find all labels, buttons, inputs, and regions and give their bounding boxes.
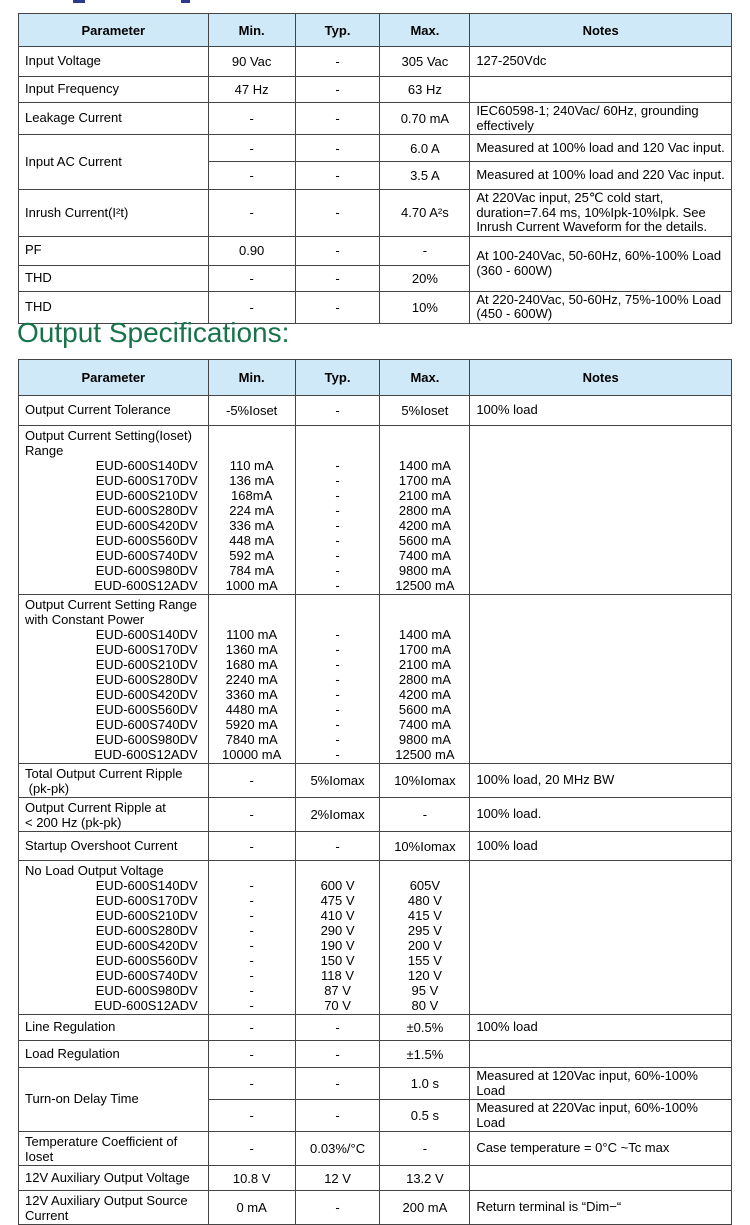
column-header-param: Parameter xyxy=(19,14,209,47)
max-cell: - xyxy=(380,236,470,265)
table-cell-line xyxy=(215,597,289,612)
section-heading: Output Specifications: xyxy=(17,317,290,348)
table-cell-line: 110 mA xyxy=(229,458,274,473)
table-cell-line xyxy=(386,597,463,612)
param-cell xyxy=(19,1132,209,1166)
typ-cell: - xyxy=(295,103,380,135)
typ-cell: 0.03%/°C xyxy=(295,1132,380,1166)
table-cell-line xyxy=(215,443,289,458)
table-cell-line xyxy=(386,612,463,627)
table-cell-line: 9800 mA xyxy=(398,563,451,578)
table-cell-line: - xyxy=(335,672,340,687)
min-cell xyxy=(208,426,295,595)
table-row xyxy=(19,1068,732,1100)
table-cell-line: EUD-600S280DV xyxy=(95,923,198,938)
table-cell-line: 2800 mA xyxy=(398,672,451,687)
clipped-text-fragment xyxy=(73,0,85,3)
table-cell-line: 155 V xyxy=(407,953,442,968)
table-cell-line xyxy=(386,428,463,443)
table-cell-line: EUD-600S560DV xyxy=(95,533,198,548)
table-cell-line: - xyxy=(249,923,254,938)
table-row xyxy=(19,595,732,764)
table-cell-line: 5920 mA xyxy=(225,717,278,732)
table-cell-line: 1680 mA xyxy=(225,657,278,672)
table-cell-line: 415 V xyxy=(407,908,442,923)
typ-cell: - xyxy=(295,265,380,291)
table-cell-line: Output Current Setting Range xyxy=(25,597,197,612)
min-cell: -5%Ioset xyxy=(208,396,295,426)
column-header-notes: Notes xyxy=(470,14,732,47)
typ-cell: 12 V xyxy=(295,1166,380,1191)
typ-cell: - xyxy=(295,236,380,265)
table-cell-line: - xyxy=(249,953,254,968)
notes-cell xyxy=(470,595,732,764)
param-cell: Leakage Current xyxy=(19,103,209,135)
table-cell-line: EUD-600S210DV xyxy=(95,488,198,503)
table-cell-line: - xyxy=(335,642,340,657)
table-row xyxy=(19,832,732,861)
table-cell-line: - xyxy=(249,893,254,908)
table-cell-line: - xyxy=(335,458,340,473)
typ-cell: - xyxy=(295,77,380,103)
min-cell: - xyxy=(208,1132,295,1166)
min-cell: - xyxy=(208,1100,295,1132)
table-cell-line: - xyxy=(335,548,340,563)
table-row xyxy=(19,47,732,77)
table-cell-line: 200 V xyxy=(407,938,442,953)
table-cell-line xyxy=(302,597,374,612)
table-cell-line: EUD-600S420DV xyxy=(95,938,198,953)
table-cell-line: 2240 mA xyxy=(225,672,278,687)
table-cell-line: - xyxy=(335,657,340,672)
max-cell: 10%Iomax xyxy=(380,764,470,798)
table-cell-line: EUD-600S210DV xyxy=(95,657,198,672)
param-cell xyxy=(19,595,209,764)
table-cell-line: 80 V xyxy=(411,998,439,1013)
table-cell-line: 1000 mA xyxy=(225,578,278,593)
typ-cell xyxy=(295,595,380,764)
table-cell-line: - xyxy=(335,488,340,503)
table-cell-line: with Constant Power xyxy=(25,612,145,627)
param-cell xyxy=(19,798,209,832)
param-cell: Turn-on Delay Time xyxy=(19,1068,209,1132)
max-cell: - xyxy=(380,1132,470,1166)
table-cell-line: EUD-600S140DV xyxy=(95,878,198,893)
min-cell: - xyxy=(208,798,295,832)
max-cell: 63 Hz xyxy=(380,77,470,103)
max-cell: 20% xyxy=(380,265,470,291)
typ-cell: - xyxy=(295,1041,380,1068)
table-cell-line: 7400 mA xyxy=(398,717,451,732)
table-cell-line: 4200 mA xyxy=(398,518,451,533)
table-cell-line xyxy=(215,612,289,627)
table-cell-line: EUD-600S140DV xyxy=(95,627,198,642)
table-cell-line: 410 V xyxy=(320,908,355,923)
notes-cell: Case temperature = 0°C ~Tc max xyxy=(470,1132,732,1166)
notes-cell: 100% load xyxy=(470,1015,732,1041)
table-cell-line: - xyxy=(335,518,340,533)
table-cell-line: 4480 mA xyxy=(225,702,278,717)
typ-cell: - xyxy=(295,47,380,77)
table-cell-line: - xyxy=(335,503,340,518)
table-row xyxy=(19,1132,732,1166)
notes-cell: Measured at 220Vac input, 60%-100% Load xyxy=(470,1100,732,1132)
notes-cell: Measured at 100% load and 120 Vac input. xyxy=(470,135,732,162)
min-cell xyxy=(208,861,295,1015)
table-cell-line: EUD-600S740DV xyxy=(95,548,198,563)
table-row xyxy=(19,1041,732,1068)
table-cell-line: EUD-600S980DV xyxy=(95,983,198,998)
notes-cell xyxy=(470,426,732,595)
table-cell-line: EUD-600S420DV xyxy=(95,518,198,533)
table-cell-line: 5600 mA xyxy=(398,702,451,717)
table-cell-line: 4200 mA xyxy=(398,687,451,702)
table-row xyxy=(19,764,732,798)
table-cell-line: 12500 mA xyxy=(395,747,455,762)
max-cell xyxy=(380,861,470,1015)
table-cell-line: - xyxy=(249,908,254,923)
table-cell-line: 7840 mA xyxy=(225,732,278,747)
table-cell-line: - xyxy=(335,717,340,732)
max-cell xyxy=(380,426,470,595)
param-cell: THD xyxy=(19,265,209,291)
table-cell-line: 190 V xyxy=(320,938,355,953)
max-cell: 10%Iomax xyxy=(380,832,470,861)
param-cell: Input AC Current xyxy=(19,135,209,190)
table-cell-line: - xyxy=(335,533,340,548)
param-cell: 12V Auxiliary Output Voltage xyxy=(19,1166,209,1191)
table-row xyxy=(19,77,732,103)
notes-cell: 100% load. xyxy=(470,798,732,832)
min-cell: 47 Hz xyxy=(208,77,295,103)
table-cell-line: 2100 mA xyxy=(398,488,451,503)
max-cell: 10% xyxy=(380,291,470,323)
notes-cell: 127-250Vdc xyxy=(470,47,732,77)
min-cell: - xyxy=(208,103,295,135)
table-cell-line: 168mA xyxy=(231,488,273,503)
table-cell-line: 2800 mA xyxy=(398,503,451,518)
table-cell-line: 1700 mA xyxy=(398,473,451,488)
table-cell-line: 1100 mA xyxy=(226,627,278,642)
min-cell: - xyxy=(208,1015,295,1041)
table-cell-line: - xyxy=(335,473,340,488)
output-specifications-table xyxy=(18,359,732,1225)
min-cell: 10.8 V xyxy=(208,1166,295,1191)
table-cell-line: EUD-600S170DV xyxy=(95,473,198,488)
table-cell-line: 1400 mA xyxy=(398,458,451,473)
notes-cell: At 220-240Vac, 50-60Hz, 75%-100% Load (450 - 600W) xyxy=(470,291,732,323)
table-cell-line: 12500 mA xyxy=(395,578,455,593)
notes-cell: At 220Vac input, 25℃ cold start, duration=7.64 ms, 10%Ipk-10%Ipk. See Inrush Current Waveform for the details. xyxy=(470,190,732,237)
table-cell-line: 150 V xyxy=(320,953,355,968)
param-cell: Input Frequency xyxy=(19,77,209,103)
table-cell-line xyxy=(215,428,289,443)
typ-cell: 5%Iomax xyxy=(295,764,380,798)
table-cell-line: - xyxy=(335,747,340,762)
table-row xyxy=(19,236,732,265)
typ-cell: - xyxy=(295,190,380,237)
notes-cell: Return terminal is “Dim−“ xyxy=(470,1191,732,1225)
min-cell: - xyxy=(208,190,295,237)
min-cell: 0 mA xyxy=(208,1191,295,1225)
table-cell-line: Ioset xyxy=(25,1149,54,1164)
table-cell-line: No Load Output Voltage xyxy=(25,863,164,878)
table-cell-line: Output Current Ripple at xyxy=(25,800,166,815)
column-header-param: Parameter xyxy=(19,360,209,396)
max-cell: - xyxy=(380,798,470,832)
table-cell-line: 5600 mA xyxy=(398,533,451,548)
min-cell: - xyxy=(208,265,295,291)
table-cell-line xyxy=(386,443,463,458)
table-cell-line xyxy=(215,863,289,878)
table-cell-line xyxy=(302,428,374,443)
table-cell-line: Total Output Current Ripple xyxy=(25,766,183,781)
table-cell-line: 12V Auxiliary Output Source xyxy=(25,1193,188,1208)
table-cell-line: EUD-600S140DV xyxy=(95,458,198,473)
param-cell: Output Current Tolerance xyxy=(19,396,209,426)
table-cell-line: 784 mA xyxy=(229,563,275,578)
clipped-text-fragment xyxy=(181,0,190,3)
min-cell: 90 Vac xyxy=(208,47,295,77)
param-cell: PF xyxy=(19,236,209,265)
table-cell-line: - xyxy=(335,687,340,702)
max-cell: 0.5 s xyxy=(380,1100,470,1132)
column-header-max: Max. xyxy=(380,360,470,396)
max-cell: 4.70 A²s xyxy=(380,190,470,237)
max-cell: 3.5 A xyxy=(380,162,470,190)
table-cell-line: 605V xyxy=(409,878,441,893)
table-cell-line: EUD-600S560DV xyxy=(95,953,198,968)
table-cell-line xyxy=(302,612,374,627)
max-cell: 0.70 mA xyxy=(380,103,470,135)
table-cell-line: 3360 mA xyxy=(225,687,278,702)
header-row xyxy=(19,360,732,396)
header-row xyxy=(19,14,732,47)
param-cell xyxy=(19,764,209,798)
typ-cell xyxy=(295,426,380,595)
param-cell xyxy=(19,426,209,595)
table-cell-line: Temperature Coefficient of xyxy=(25,1134,178,1149)
min-cell: - xyxy=(208,1068,295,1100)
typ-cell: - xyxy=(295,1015,380,1041)
table-cell-line: - xyxy=(249,998,254,1013)
table-row xyxy=(19,1015,732,1041)
table-cell-line: 1700 mA xyxy=(398,642,451,657)
typ-cell: - xyxy=(295,1068,380,1100)
table-cell-line: (pk-pk) xyxy=(25,781,70,796)
table-row xyxy=(19,103,732,135)
table-cell-line: Output Current Setting(Ioset) xyxy=(25,428,192,443)
min-cell xyxy=(208,595,295,764)
table-row xyxy=(19,861,732,1015)
param-cell: Startup Overshoot Current xyxy=(19,832,209,861)
notes-cell: Measured at 100% load and 220 Vac input. xyxy=(470,162,732,190)
param-cell: Input Voltage xyxy=(19,47,209,77)
table-cell-line: EUD-600S740DV xyxy=(95,717,198,732)
table-cell-line: 336 mA xyxy=(229,518,275,533)
table-cell-line: EUD-600S210DV xyxy=(95,908,198,923)
table-cell-line: - xyxy=(335,732,340,747)
notes-cell xyxy=(470,1041,732,1068)
table-cell-line: 95 V xyxy=(411,983,439,998)
typ-cell: 2%Iomax xyxy=(295,798,380,832)
table-cell-line: 7400 mA xyxy=(398,548,451,563)
typ-cell: - xyxy=(295,291,380,323)
notes-cell: 100% load, 20 MHz BW xyxy=(470,764,732,798)
table-cell-line: 118 V xyxy=(321,968,355,983)
table-row xyxy=(19,190,732,237)
table-cell-line: 295 V xyxy=(407,923,442,938)
table-cell-line: 2100 mA xyxy=(398,657,451,672)
table-cell-line: 290 V xyxy=(320,923,355,938)
table-cell-line: 224 mA xyxy=(229,503,275,518)
table-cell-line: 10000 mA xyxy=(222,747,282,762)
typ-cell: - xyxy=(295,396,380,426)
table-cell-line: - xyxy=(249,878,254,893)
table-row xyxy=(19,798,732,832)
max-cell: 200 mA xyxy=(380,1191,470,1225)
table-cell-line: 448 mA xyxy=(229,533,275,548)
table-cell-line: EUD-600S980DV xyxy=(95,732,198,747)
min-cell: - xyxy=(208,764,295,798)
table-cell-line: Current xyxy=(25,1208,69,1223)
table-cell-line: 87 V xyxy=(324,983,351,998)
table-row xyxy=(19,1166,732,1191)
param-cell xyxy=(19,1191,209,1225)
max-cell: 6.0 A xyxy=(380,135,470,162)
table-row xyxy=(19,1191,732,1225)
typ-cell: - xyxy=(295,1191,380,1225)
notes-cell: 100% load xyxy=(470,396,732,426)
table-cell-line: EUD-600S420DV xyxy=(95,687,198,702)
typ-cell: - xyxy=(295,832,380,861)
param-cell: THD xyxy=(19,291,209,323)
table-cell-line: - xyxy=(335,627,340,642)
notes-cell: Measured at 120Vac input, 60%-100% Load xyxy=(470,1068,732,1100)
table-row xyxy=(19,426,732,595)
notes-cell xyxy=(470,861,732,1015)
table-cell-line: EUD-600S280DV xyxy=(95,672,198,687)
table-cell-line: EUD-600S170DV xyxy=(95,893,198,908)
min-cell: - xyxy=(208,832,295,861)
param-cell: Inrush Current(I²t) xyxy=(19,190,209,237)
table-cell-line: EUD-600S980DV xyxy=(95,563,198,578)
max-cell: ±1.5% xyxy=(380,1041,470,1068)
min-cell: - xyxy=(208,162,295,190)
table-cell-line: 480 V xyxy=(407,893,442,908)
table-cell-line: 592 mA xyxy=(229,548,275,563)
input-specifications-table xyxy=(18,13,732,324)
table-cell-line: 120 V xyxy=(407,968,442,983)
table-cell-line: 136 mA xyxy=(229,473,275,488)
param-cell xyxy=(19,861,209,1015)
column-header-typ: Typ. xyxy=(295,14,380,47)
max-cell xyxy=(380,595,470,764)
table-cell-line: EUD-600S12ADV xyxy=(94,747,198,762)
table-cell-line: 600 V xyxy=(320,878,355,893)
table-cell-line: Range xyxy=(25,443,64,458)
notes-cell: 100% load xyxy=(470,832,732,861)
column-header-min: Min. xyxy=(208,360,295,396)
table-cell-line: - xyxy=(249,983,254,998)
table-cell-line: 1360 mA xyxy=(225,642,278,657)
table-cell-line: - xyxy=(249,938,254,953)
typ-cell: - xyxy=(295,162,380,190)
table-row xyxy=(19,135,732,162)
notes-cell xyxy=(470,1166,732,1191)
table-cell-line: EUD-600S12ADV xyxy=(94,998,198,1013)
max-cell: 13.2 V xyxy=(380,1166,470,1191)
table-cell-line: < 200 Hz (pk-pk) xyxy=(25,815,122,830)
max-cell: ±0.5% xyxy=(380,1015,470,1041)
table-cell-line: 9800 mA xyxy=(398,732,451,747)
min-cell: - xyxy=(208,291,295,323)
param-cell: Line Regulation xyxy=(19,1015,209,1041)
max-cell: 5%Ioset xyxy=(380,396,470,426)
max-cell: 1.0 s xyxy=(380,1068,470,1100)
table-cell-line: 70 V xyxy=(324,998,351,1013)
param-cell: Load Regulation xyxy=(19,1041,209,1068)
table-cell-line: - xyxy=(335,563,340,578)
typ-cell: - xyxy=(295,1100,380,1132)
table-cell-line: 1400 mA xyxy=(398,627,451,642)
notes-cell xyxy=(470,77,732,103)
table-cell-line xyxy=(302,863,374,878)
min-cell: 0.90 xyxy=(208,236,295,265)
table-cell-line: EUD-600S560DV xyxy=(95,702,198,717)
column-header-max: Max. xyxy=(380,14,470,47)
table-cell-line: 475 V xyxy=(320,893,355,908)
table-cell-line: - xyxy=(335,702,340,717)
min-cell: - xyxy=(208,135,295,162)
table-cell-line: - xyxy=(249,968,254,983)
table-cell-line: EUD-600S12ADV xyxy=(94,578,198,593)
typ-cell: - xyxy=(295,135,380,162)
typ-cell xyxy=(295,861,380,1015)
table-row xyxy=(19,396,732,426)
column-header-typ: Typ. xyxy=(295,360,380,396)
table-cell-line xyxy=(302,443,374,458)
table-cell-line: - xyxy=(335,578,340,593)
notes-cell: IEC60598-1; 240Vac/ 60Hz, grounding effectively xyxy=(470,103,732,135)
notes-cell: At 100-240Vac, 50-60Hz, 60%-100% Load (360 - 600W) xyxy=(470,236,732,291)
table-cell-line: EUD-600S170DV xyxy=(95,642,198,657)
table-cell-line xyxy=(386,863,463,878)
table-cell-line: EUD-600S740DV xyxy=(95,968,198,983)
table-cell-line: EUD-600S280DV xyxy=(95,503,198,518)
min-cell: - xyxy=(208,1041,295,1068)
column-header-notes: Notes xyxy=(470,360,732,396)
column-header-min: Min. xyxy=(208,14,295,47)
max-cell: 305 Vac xyxy=(380,47,470,77)
